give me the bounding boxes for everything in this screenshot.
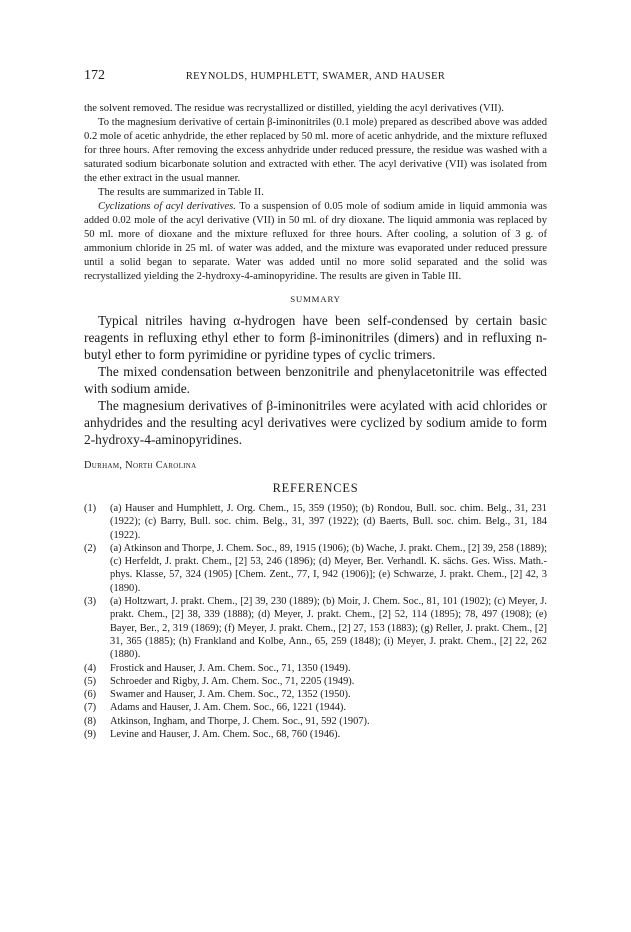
paragraph: To the magnesium derivative of certain β-iminonitriles (0.1 mole) prepared as described above was added 0.2 mole of acetic anhydride, the ether replaced by 50 ml. more of acetic anhydride, and the mixture refluxed for three hours. After removing the excess anhydride under reduced pressure, the residue was washed with a saturated sodium bicarbonate solution and extracted with ether. The acyl derivative (VII) was isolated from the ether extract in the usual manner. xyxy=(84,117,547,184)
reference-number: (4) xyxy=(84,662,97,674)
references-section xyxy=(84,481,547,741)
summary-paragraph: Typical nitriles having α-hydrogen have been self-condensed by certain basic reagents in refluxing ethyl ether to form β-iminonitriles (dimers) and in refluxing n-butyl ether to form pyrimidine or pyridine types of cyclic trimers. xyxy=(84,313,547,362)
references-title: REFERENCES xyxy=(272,481,359,495)
summary-paragraph: The magnesium derivatives of β-iminonitriles were acylated with acid chlorides or anhydrides and the resulting acyl derivatives were cyclized by sodium amide to form 2-hydroxy-4-aminopyridines. xyxy=(84,398,547,447)
reference-text: (a) Holtzwart, J. prakt. Chem., [2] 39, 230 (1889); (b) Moir, J. Chem. Soc., 81, 101 (1902); (c) Meyer, J. prakt. Chem., [2] 38, 339 (1888); (d) Meyer, J. prakt. Chem., [2] 52, 114 (1895); 78, 497 (1908); (e) Bayer, Ber., 2, 319 (1869); (f) Meyer, J. prakt. Chem., [2] 27, 153 (1883); (g) Reller, J. prakt. Chem., [2] 31, 365 (1885); (h) Frankland and Kolbe, Ann., 65, 259 (1848); (i) Meyer, J. prakt. Chem., [2] 22, 262 (1880). xyxy=(110,596,547,661)
reference-text: Schroeder and Rigby, J. Am. Chem. Soc., 71, 2205 (1949). xyxy=(110,675,355,687)
summary-section xyxy=(84,294,547,448)
reference-text: Levine and Hauser, J. Am. Chem. Soc., 68, 760 (1946). xyxy=(110,729,341,741)
reference-item xyxy=(84,728,547,741)
page-header xyxy=(84,68,547,86)
summary-paragraph: The mixed condensation between benzonitrile and phenylacetonitrile was effected with sodium amide. xyxy=(84,364,547,396)
reference-item xyxy=(84,701,547,714)
reference-number: (8) xyxy=(84,715,97,727)
paragraph xyxy=(84,200,547,284)
reference-list xyxy=(84,502,547,741)
reference-item xyxy=(84,675,547,688)
page-number: 172 xyxy=(84,68,105,83)
reference-number: (6) xyxy=(84,689,97,701)
reference-text: Swamer and Hauser, J. Am. Chem. Soc., 72, 1352 (1950). xyxy=(110,689,351,701)
reference-item xyxy=(84,502,547,542)
paragraph: The results are summarized in Table II. xyxy=(98,187,264,198)
reference-number: (5) xyxy=(84,675,97,687)
summary-title: SUMMARY xyxy=(290,294,341,304)
reference-text: Frostick and Hauser, J. Am. Chem. Soc., 71, 1350 (1949). xyxy=(110,662,351,674)
reference-item xyxy=(84,715,547,728)
reference-item xyxy=(84,662,547,675)
reference-text: Atkinson, Ingham, and Thorpe, J. Chem. Soc., 91, 592 (1907). xyxy=(110,715,370,727)
reference-number: (2) xyxy=(84,542,97,554)
reference-number: (9) xyxy=(84,729,97,741)
affiliation: Durham, North Carolina xyxy=(84,460,197,471)
reference-number: (3) xyxy=(84,596,97,608)
reference-number: (7) xyxy=(84,702,97,714)
reference-text: (a) Hauser and Humphlett, J. Org. Chem., 15, 359 (1950); (b) Rondou, Bull. soc. chim. Belg., 31, 231 (1922); (c) Barry, Bull. soc. chim. Belg., 31, 397 (1922); (d) Baerts, Bull. soc. chim. Belg., 31, 184 (1922). xyxy=(110,503,547,541)
paragraph-body: To a suspension of 0.05 mole of sodium amide in liquid ammonia was added 0.02 mole of the acyl derivative (VII) in 50 ml. of dry dioxane. The liquid ammonia was replaced by 50 ml. more of dioxane and the mixture refluxed for three hours. After cooling, a solution of 3 g. of ammonium chloride in 25 ml. of water was added, and the mixture was evaporated under reduced pressure until a solid began to separate. Water was added until no more solid separated and the solid was recrystallized yielding the 2-hydroxy-4-aminopyridine. The results are given in Table III. xyxy=(84,201,547,282)
paragraph-run-in-heading: Cyclizations of acyl derivatives. xyxy=(98,201,236,212)
reference-text: Adams and Hauser, J. Am. Chem. Soc., 66, 1221 (1944). xyxy=(110,702,346,714)
reference-text: (a) Atkinson and Thorpe, J. Chem. Soc., 89, 1915 (1906); (b) Wache, J. prakt. Chem., [2] 39, 258 (1889); (c) Herfeldt, J. prakt. Chem., [2] 53, 246 (1896); (d) Meyer, Ber. Verhandl. K. sächs. Ges. Wiss. Math.-phys. Klasse, 57, 324 (1905) [Chem. Zent., 77, I, 942 (1906)]; (e) Schwarze, J. prakt. Chem., [2] 42, 3 (1890). xyxy=(110,542,547,594)
reference-item xyxy=(84,595,547,661)
running-head: REYNOLDS, HUMPHLETT, SWAMER, AND HAUSER xyxy=(185,71,446,82)
reference-item xyxy=(84,688,547,701)
reference-number: (1) xyxy=(84,503,97,514)
paragraph: the solvent removed. The residue was recrystallized or distilled, yielding the acyl derivatives (VII). xyxy=(84,103,504,114)
body-text xyxy=(84,102,547,284)
reference-item xyxy=(84,542,547,595)
